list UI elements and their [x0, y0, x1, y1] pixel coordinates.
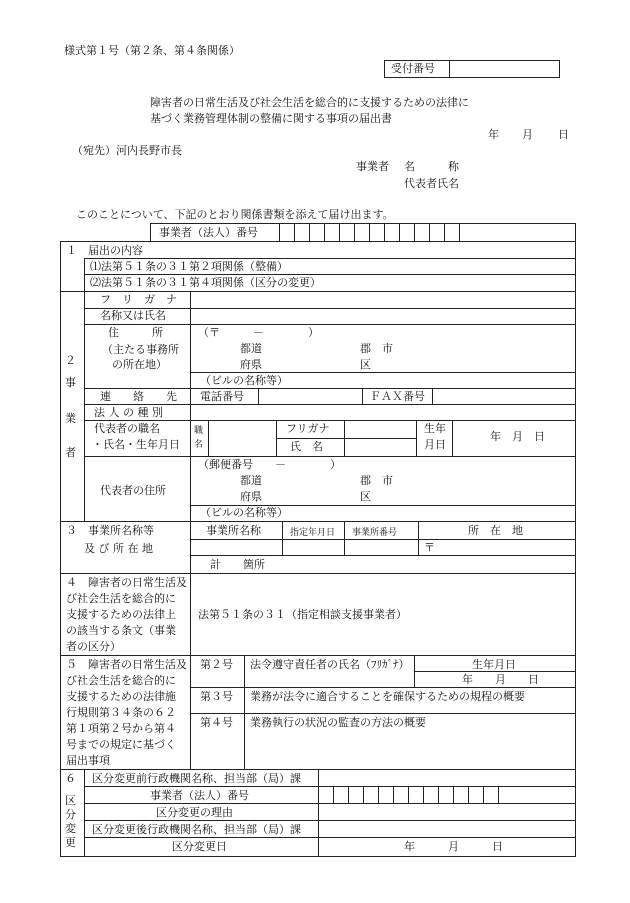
s6-number: ６: [65, 772, 76, 785]
applicant-label: 事業者: [356, 160, 389, 173]
furigana-field[interactable]: [192, 292, 574, 307]
s6-reason-field[interactable]: [320, 804, 574, 819]
rep-name-label: 氏 名: [290, 440, 323, 453]
rep-label-1: 代表者の職名: [94, 422, 160, 435]
address-label-1: 住 所: [108, 326, 163, 339]
s3-designation-date-field[interactable]: [284, 540, 342, 554]
s1-option-1[interactable]: ⑴法第５１条の３１第２項関係（整備）: [90, 260, 288, 273]
fax-field[interactable]: [434, 389, 574, 403]
shoku-label: 職: [194, 426, 204, 436]
corp-number-label: 事業者（法人）番号: [159, 226, 258, 239]
s2-char-2: 業: [65, 412, 76, 425]
rep-name-field[interactable]: [346, 421, 414, 455]
s6-char-3: 変: [65, 822, 76, 835]
ku-label: 区: [360, 358, 371, 371]
s5-line-7: 届出事項: [66, 754, 110, 767]
todo-label: 都道: [240, 342, 262, 355]
s5-no2-text: 法令遵守責任者の氏名（ﾌﾘｶﾞﾅ）: [250, 658, 410, 671]
rep-building-field[interactable]: （ビルの名称等）: [200, 506, 288, 519]
reception-number-field[interactable]: [451, 62, 557, 76]
s6-row-change-date: 区分変更日: [172, 840, 227, 853]
form-number: 様式第１号（第２条、第４条関係）: [64, 44, 240, 57]
date-month: 月: [522, 128, 533, 141]
s2-number: ２: [65, 354, 76, 367]
furigana-label: フ リ ガ ナ: [100, 293, 177, 306]
s3-col-location: 所 在 地: [468, 524, 523, 537]
s5-line-4: 行規則第３４条の６２: [66, 706, 176, 719]
birth-label-1: 生年: [424, 422, 446, 435]
date-year: 年: [488, 128, 499, 141]
tel-field[interactable]: [260, 389, 360, 403]
s4-line-3: 支援するための法律上: [66, 608, 176, 621]
tel-label: 電話番号: [200, 390, 244, 403]
s1-label: １ 届出の内容: [66, 244, 143, 257]
s6-before-agency-field[interactable]: [320, 770, 574, 785]
representative-label: 代表者氏名: [404, 177, 459, 190]
s3-office-name-field[interactable]: [192, 540, 280, 554]
addressee: （宛先）河内長野市長: [72, 144, 182, 157]
s5-no2-birth-date[interactable]: 年 月 日: [462, 673, 539, 686]
s6-row-after-agency: 区分変更後行政機関名称、担当部（局）課: [92, 823, 301, 836]
s6-row-before-agency: 区分変更前行政機関名称、担当部（局）課: [92, 772, 301, 785]
rep-ku-label: 区: [360, 490, 371, 503]
s1-option-2[interactable]: ⑵法第５１条の３１第４項関係（区分の変更）: [90, 276, 321, 289]
s3-col-office-name: 事業所名称: [206, 524, 261, 537]
s5-line-3: 支援するための法律施: [66, 690, 176, 703]
rep-title-field[interactable]: [210, 421, 274, 455]
s3-label-2: 及 び 所 在 地: [84, 542, 153, 555]
rep-fuken-label: 府県: [240, 490, 262, 503]
s2-char-3: 者: [65, 446, 76, 459]
s3-office-number-field[interactable]: [346, 540, 416, 554]
s5-no2-name-field[interactable]: [248, 672, 412, 686]
rep-todo-label: 都道: [240, 474, 262, 487]
rep-label-2: ・氏名・生年月日: [92, 438, 180, 451]
corp-type-field[interactable]: [192, 405, 574, 419]
address-label-3: の所在地）: [112, 358, 167, 371]
fax-label: ＦＡＸ番号: [370, 390, 425, 403]
s6-char-4: 更: [65, 836, 76, 849]
s5-no4-text: 業務執行の状況の監査の方法の概要: [250, 716, 426, 729]
address-label-2: （主たる事務所: [102, 343, 179, 356]
building-field[interactable]: （ビルの名称等）: [200, 374, 288, 387]
s4-line-2: び社会生活を総合的に: [66, 592, 176, 605]
s4-value: 法第５１条の３１（指定相談支援事業者）: [198, 608, 407, 621]
rep-gun-shi-label: 郡 市: [360, 474, 393, 487]
s3-label-1: ３ 事業所名称等: [66, 524, 154, 537]
s3-postal-mark: 〒: [424, 541, 435, 554]
contact-label: 連 絡 先: [100, 390, 177, 403]
s5-line-2: び社会生活を総合的に: [66, 674, 176, 687]
title-line-1: 障害者の日常生活及び社会生活を総合的に支援するための法律に: [150, 96, 469, 109]
reception-number-label: 受付番号: [391, 62, 435, 75]
s3-col-office-number: 事業所番号: [352, 528, 398, 538]
corp-type-label: 法 人 の 種 別: [94, 406, 163, 419]
intro-text: このことについて、下記のとおり関係書類を添えて届け出ます。: [76, 208, 394, 221]
s4-line-4: の該当する条文（事業: [66, 624, 176, 637]
s5-line-1: ５ 障害者の日常生活及: [66, 658, 187, 671]
s5-no4-label: 第４号: [200, 716, 233, 729]
title-line-2: 基づく業務管理体制の整備に関する事項の届出書: [150, 112, 392, 125]
s4-line-5: 者の区分）: [66, 640, 121, 653]
name-field[interactable]: [192, 309, 574, 323]
fuken-label: 府県: [240, 358, 262, 371]
gun-shi-label: 郡 市: [360, 342, 393, 355]
applicant-name-label: 名 称: [404, 160, 459, 173]
s6-change-date-field[interactable]: 年 月 日: [404, 840, 503, 853]
s6-char-1: 区: [65, 794, 76, 807]
date-day: 日: [558, 128, 569, 141]
s5-no2-label: 第２号: [200, 658, 233, 671]
s3-col-designation-date: 指定年月日: [290, 528, 336, 538]
rep-address-label: 代表者の住所: [100, 484, 166, 497]
corp-number-row: [150, 223, 576, 242]
mei-label: 名: [194, 440, 204, 450]
s6-row-reason: 区分変更の理由: [156, 806, 233, 819]
s5-line-6: 号までの規定に基づく: [66, 738, 176, 751]
s5-no2-birth-label: 生年月日: [472, 658, 516, 671]
s3-total: 計 箇所: [210, 558, 265, 571]
s5-no3-label: 第３号: [200, 690, 233, 703]
rep-postal-field[interactable]: （郵便番号 － ）: [198, 458, 341, 471]
s5-no3-text: 業務が法令に適合することを確保するための規程の概要: [250, 690, 525, 703]
rep-furigana-label: フリガナ: [286, 422, 330, 435]
s2-char-1: 事: [65, 376, 76, 389]
s4-line-1: ４ 障害者の日常生活及: [66, 576, 187, 589]
s6-after-agency-field[interactable]: [320, 821, 574, 836]
s3-location-field[interactable]: [436, 540, 574, 554]
s5-line-5: 第１項第２号から第４: [66, 722, 176, 735]
rep-birth-date[interactable]: 年 月 日: [490, 430, 545, 443]
name-label: 名称又は氏名: [100, 309, 166, 322]
postal-code-field[interactable]: （〒 － ）: [198, 326, 319, 339]
birth-label-2: 月日: [424, 438, 446, 451]
reception-number-box: [384, 60, 560, 78]
s6-row-corp-number: 事業者（法人）番号: [150, 789, 249, 802]
s6-char-2: 分: [65, 808, 76, 821]
